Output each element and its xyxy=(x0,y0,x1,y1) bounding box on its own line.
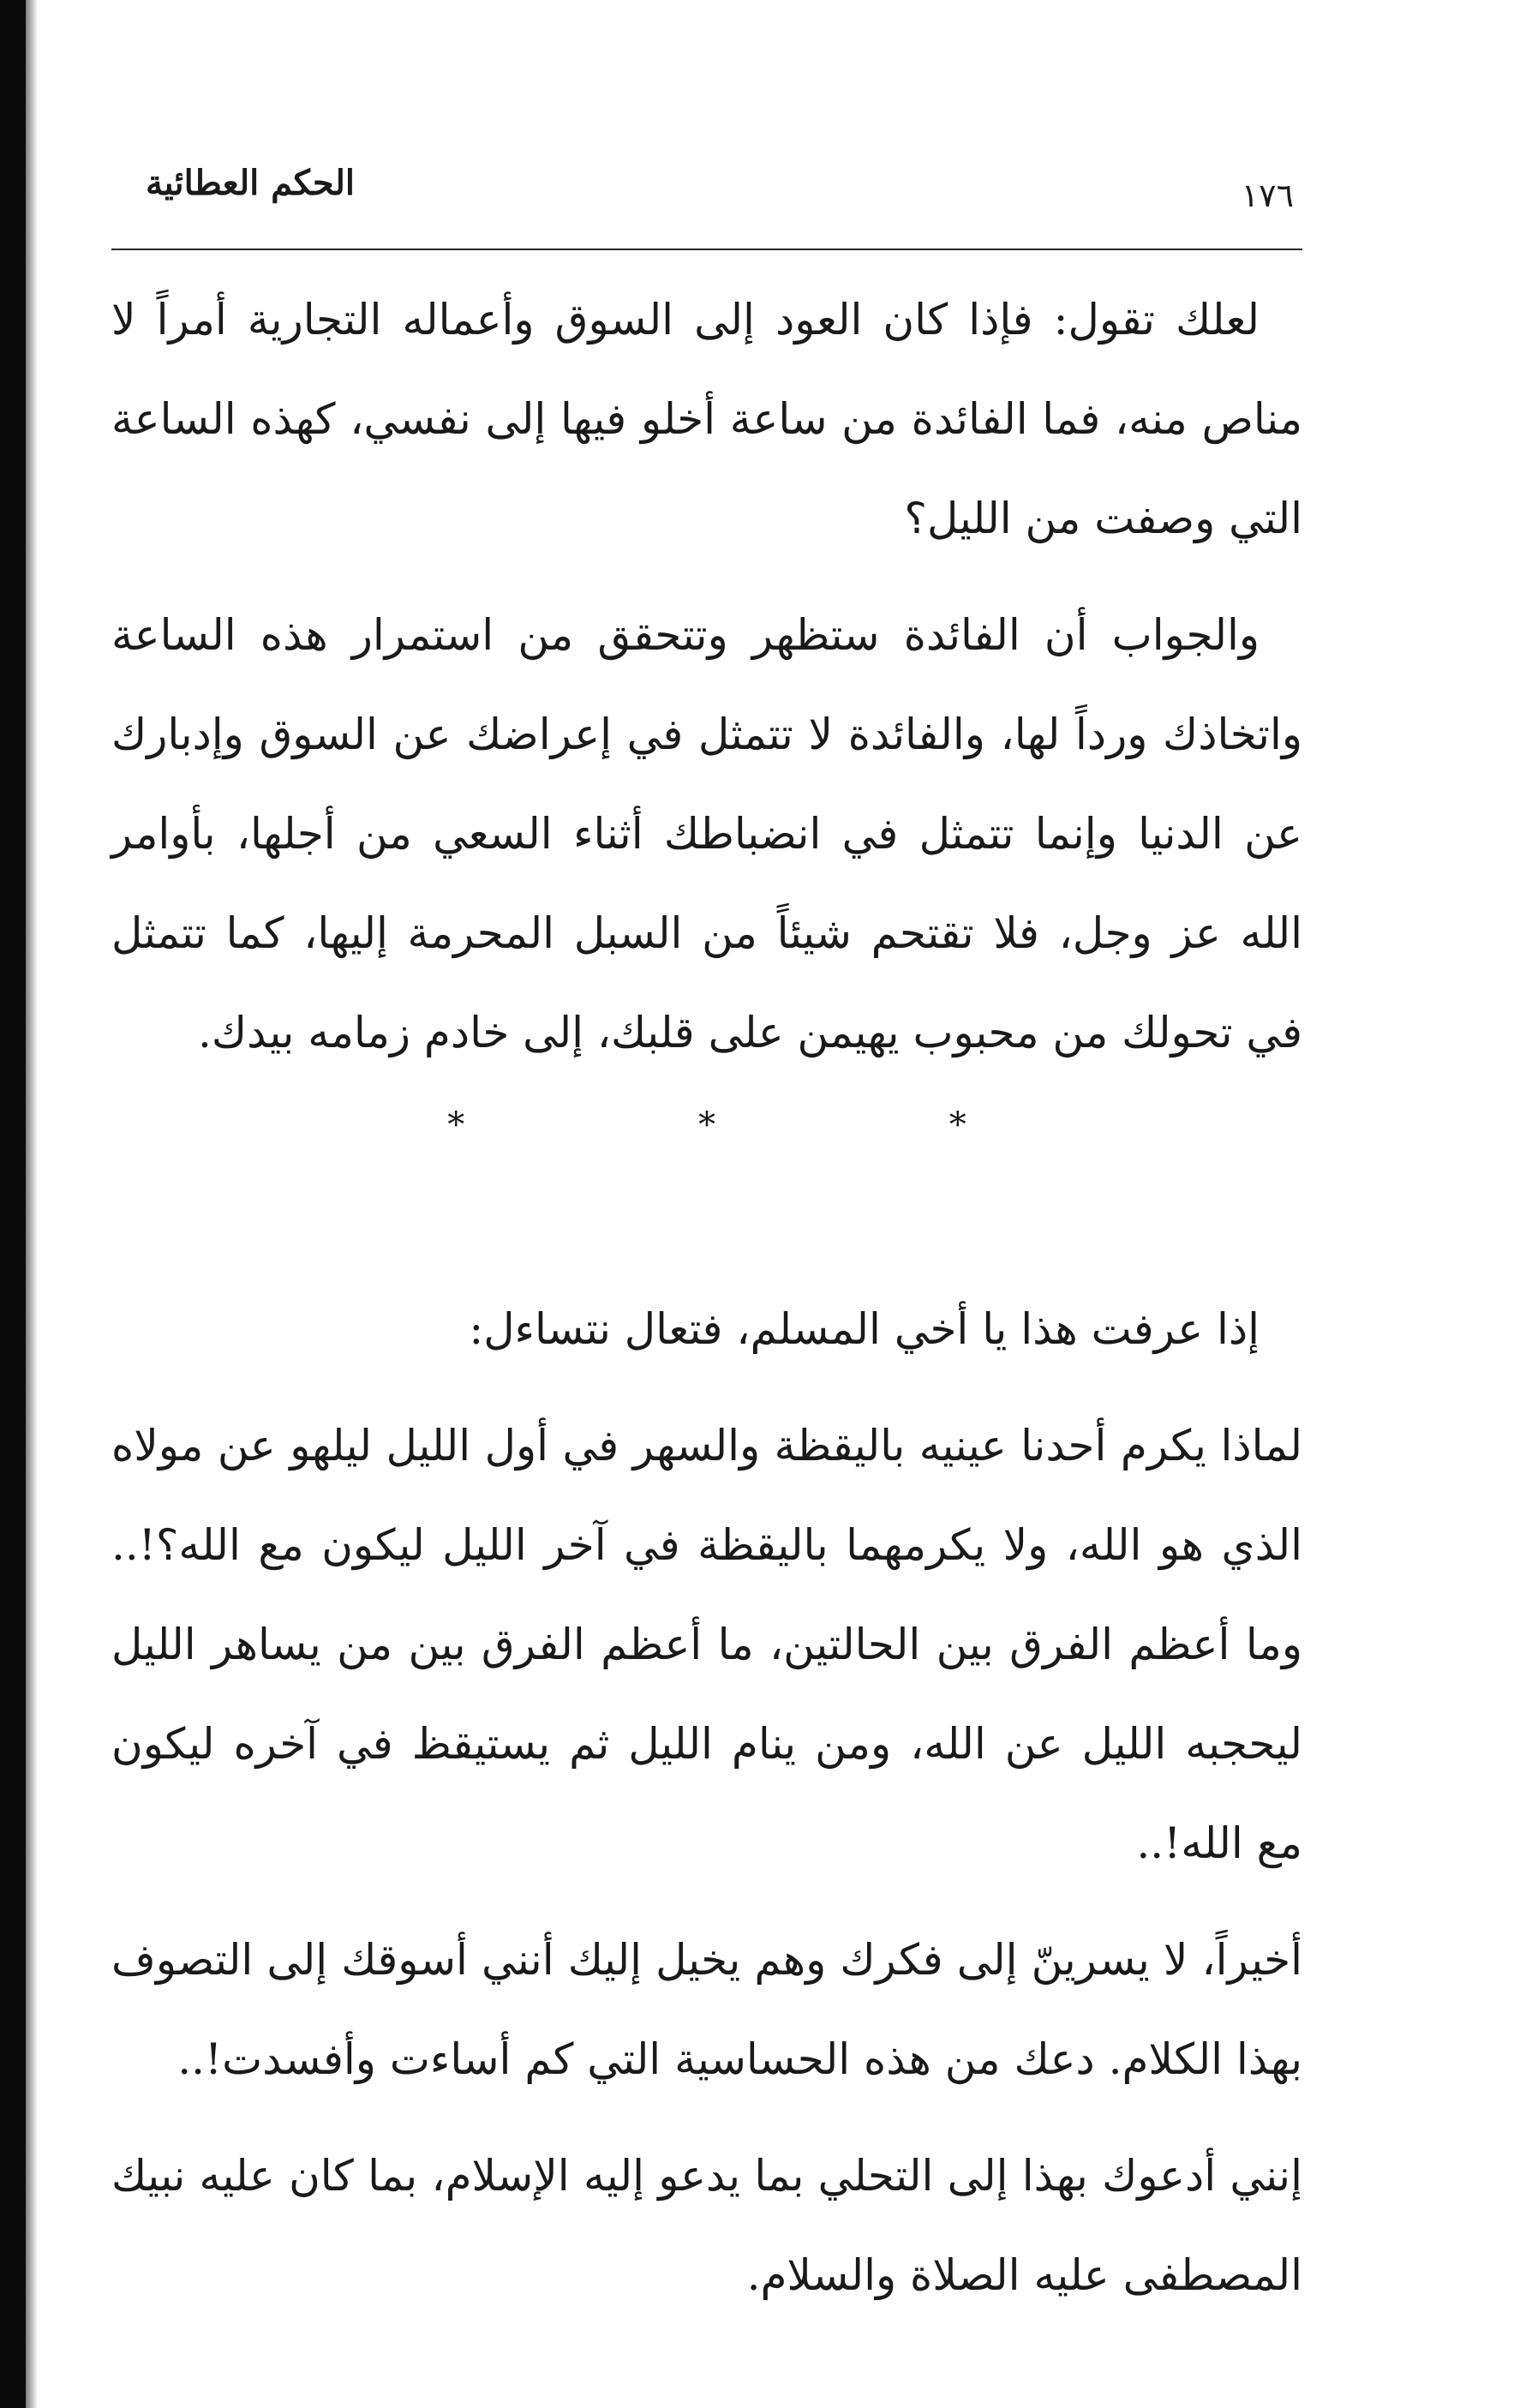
section-divider: * * * xyxy=(447,1105,1078,1145)
running-head xyxy=(111,154,1302,250)
body-text xyxy=(111,270,1302,2342)
paragraph: إذا عرفت هذا يا أخي المسلم، فتعال نتساءل: xyxy=(469,1304,1260,1354)
paragraph: لماذا يكرم أحدنا عينيه باليقظة والسهر في أول الليل ليلهو عن مولاه الذي هو الله، ولا يكرمهما باليقظة في آخر الليل ليكون مع الله؟!.. وما أعظم الفرق بين الحالتين، ما أعظم الفرق بين من يساهر الليل ليحجبه الليل عن الله، ومن ينام الليل ثم يستيقظ في آخره ليكون مع الله!.. xyxy=(111,1421,1302,1868)
page-number: ١٧٦ xyxy=(1241,177,1294,214)
scan-edge xyxy=(0,0,26,2408)
paragraph: أخيراً، لا يسرينّ إلى فكرك وهم يخيل إليك أنني أسوقك إلى التصوف بهذا الكلام. دعك من هذه الحساسية التي كم أساءت وأفسدت!.. xyxy=(111,1935,1302,2084)
book-page xyxy=(111,154,1302,2348)
book-title: الحكم العطائية xyxy=(146,163,356,203)
paragraph: لعلك تقول: فإذا كان العود إلى السوق وأعماله التجارية أمراً لا مناص منه، فما الفائدة من ساعة أخلو فيها إلى نفسي، كهذه الساعة التي وصفت من الليل؟ xyxy=(111,295,1302,543)
paragraph: والجواب أن الفائدة ستظهر وتتحقق من استمرار هذه الساعة واتخاذك ورداً لها، والفائدة لا تتمثل في إعراضك عن السوق وإدبارك عن الدنيا وإنما تتمثل في انضباطك أثناء السعي من أجلها، بأوامر الله عز وجل، فلا تقتحم شيئاً من السبل المحرمة إليها، كما تتمثل في تحولك من محبوب يهيمن على قلبك، إلى خادم زمامه بيدك. xyxy=(111,610,1302,1057)
scan-edge-shadow xyxy=(26,0,38,2408)
paragraph: إنني أدعوك بهذا إلى التحلي بما يدعو إليه الإسلام، بما كان عليه نبيك المصطفى عليه الصلاة والسلام. xyxy=(111,2151,1302,2300)
